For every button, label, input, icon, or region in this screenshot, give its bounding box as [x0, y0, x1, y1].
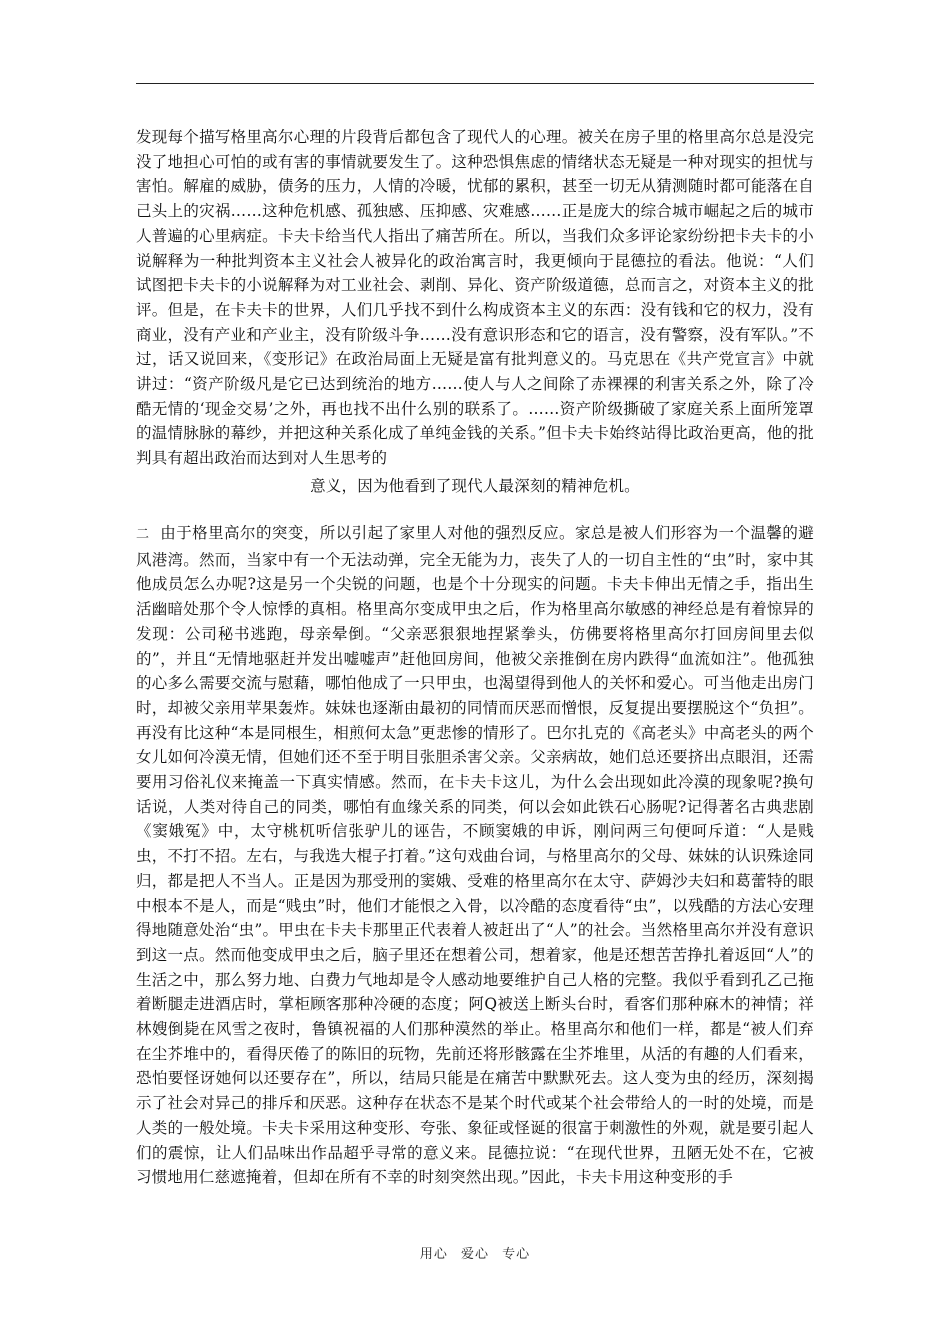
paragraph-2-text: 由于格里高尔的突变，所以引起了家里人对他的强烈反应。家总是被人们形容为一个温馨的避风港湾。然而，当家中有一个无法动弹，完全无能为力，丧失了人的一切自主性的“虫”时，家中其他成员怎么办呢?这是另一个尖锐的问题，也是个十分现实的问题。卡夫卡伸出无情之手，指出生活幽暗处那个令人惊悸的真相。格里高尔变成甲虫之后，作为格里高尔敏感的神经总是有着惊异的发现：公司秘书逃跑，母亲晕倒。“父亲恶狠狠地捏紧拳头，仿佛要将格里高尔打回房间里去似的”，并且“无情地驱赶并发出嘘嘘声”赶他回房间，他被父亲推倒在房内跌得“血流如注”。他孤独的心多么需要交流与慰藉，哪怕他成了一只甲虫，也渴望得到他人的关怀和爱心。可当他走出房门时，却被父亲用苹果轰炸。妹妹也逐渐由最初的同情而厌恶而憎恨，反复提出要摆脱这个“负担”。再没有比这种“本是同根生，相煎何太急”更悲惨的情形了。巴尔扎克的《高老头》中高老头的两个女儿如何冷漠无情，但她们还不至于明目张胆杀害父亲。父亲病故，她们总还要挤出点眼泪，还需要用习俗礼仪来掩盖一下真实情感。然而，在卡夫卡这儿，为什么会出现如此冷漠的现象呢?换句话说，人类对待自己的同类，哪怕有血缘关系的同类，何以会如此铁石心肠呢?记得著名古典悲剧《窦娥冤》中，太守桃杌听信张驴儿的诬告，不顾窦娥的申诉，刚问两三句便呵斥道：“人是贱虫，不打不招。左右，与我选大棍子打着。”这句戏曲台词，与格里高尔的父母、妹妹的认识殊途同归，都是把人不当人。正是因为那受刑的窦娥、受难的格里高尔在太守、萨姆沙夫妇和葛蕾特的眼中根本不是人，而是“贱虫”时，他们才能恨之入骨，以冷酷的态度看待“虫”，以残酷的方法心安理得地随意处治“虫”。甲虫在卡夫卡那里正代表着人被赶出了“人”的社会。当然格里高尔并没有意识到这一点。然而他变成甲虫之后，脑子里还在想着公司，想着家，他是还想苦苦挣扎着返回“人”的生活之中，那么努力地、白费力气地却是令人感动地要维护自己人格的完整。我似乎看到孔乙己拖着断腿走进酒店时，掌柜顾客那种冷硬的态度；阿Q被送上断头台时，看客们那种麻木的神情；祥林嫂倒毙在风雪之夜时，鲁镇祝福的人们那种漠然的举止。格里高尔和他们一样，都是“被人们弃在尘芥堆中的，看得厌倦了的陈旧的玩物，先前还将形骸露在尘芥堆里，从活的有趣的人们看来，恐怕要怪讶她何以还要存在”，所以，结局只能是在痛苦中默默死去。这人变为虫的经历，深刻揭示了社会对异己的排斥和厌恶。这种存在状态不是某个时代或某个社会带给人的一时的处境，而是人类的一般处境。卡夫卡采用这种变形、夸张、象征或怪诞的很富于刺激性的外观，就是要引起人们的震惊，让人们品味出作品超乎寻常的意义来。昆德拉说：“在现代世界，丑陋无处不在，它被习惯地用仁慈遮掩着，但却在所有不幸的时刻突然出现。”因此，卡夫卡用这种变形的手: [136, 524, 814, 1187]
page-footer: 用心 爱心 专心: [419, 1247, 531, 1262]
list-marker: 二: [136, 527, 150, 542]
paragraph-1: 发现每个描写格里高尔心理的片段背后都包含了现代人的心理。被关在房子里的格里高尔总是没完没了地担心可怕的或有害的事情就要发生了。这种恐惧焦虑的情绪状态无疑是一种对现实的担忧与害怕。解雇的威胁，债务的压力，人情的冷暖，忧郁的累积，甚至一切无从猜测随时都可能落在自己头上的灾祸……这种危机感、孤独感、压抑感、灾难感……正是庞大的综合城市崛起之后的城市人普遍的心里病症。卡夫卡给当代人指出了痛苦所在。所以，当我们众多评论家纷纷把卡夫卡的小说解释为一种批判资本主义社会人被异化的政治寓言时，我更倾向于昆德拉的看法。他说：“人们试图把卡夫卡的小说解释为对工业社会、剥削、异化、资产阶级道德，总而言之，对资本主义的批评。但是，在卡夫卡的世界，人们几乎找不到什么构成资本主义的东西：没有钱和它的权力，没有商业，没有产业和产业主，没有阶级斗争……没有意识形态和它的语言，没有警察，没有军队。”不过，话又说回来，《变形记》在政治局面上无疑是富有批判意义的。马克思在《共产党宣言》中就讲过：“资产阶级凡是它已达到统治的地方……使人与人之间除了赤裸裸的利害关系之外，除了冷酷无情的‘现金交易’之外，再也找不出什么别的联系了。……资产阶级撕破了家庭关系上面所笼罩的温情脉脉的幕纱，并把这种关系化成了单纯金钱的关系。”但卡夫卡始终站得比政治更高，他的批判具有超出政治而达到对人生思考的: [136, 128, 814, 468]
paragraph-2: [136, 521, 814, 1226]
paragraph-1-tail: 意义，因为他看到了现代人最深刻的精神危机。: [310, 477, 640, 495]
header-rule: [136, 83, 814, 84]
